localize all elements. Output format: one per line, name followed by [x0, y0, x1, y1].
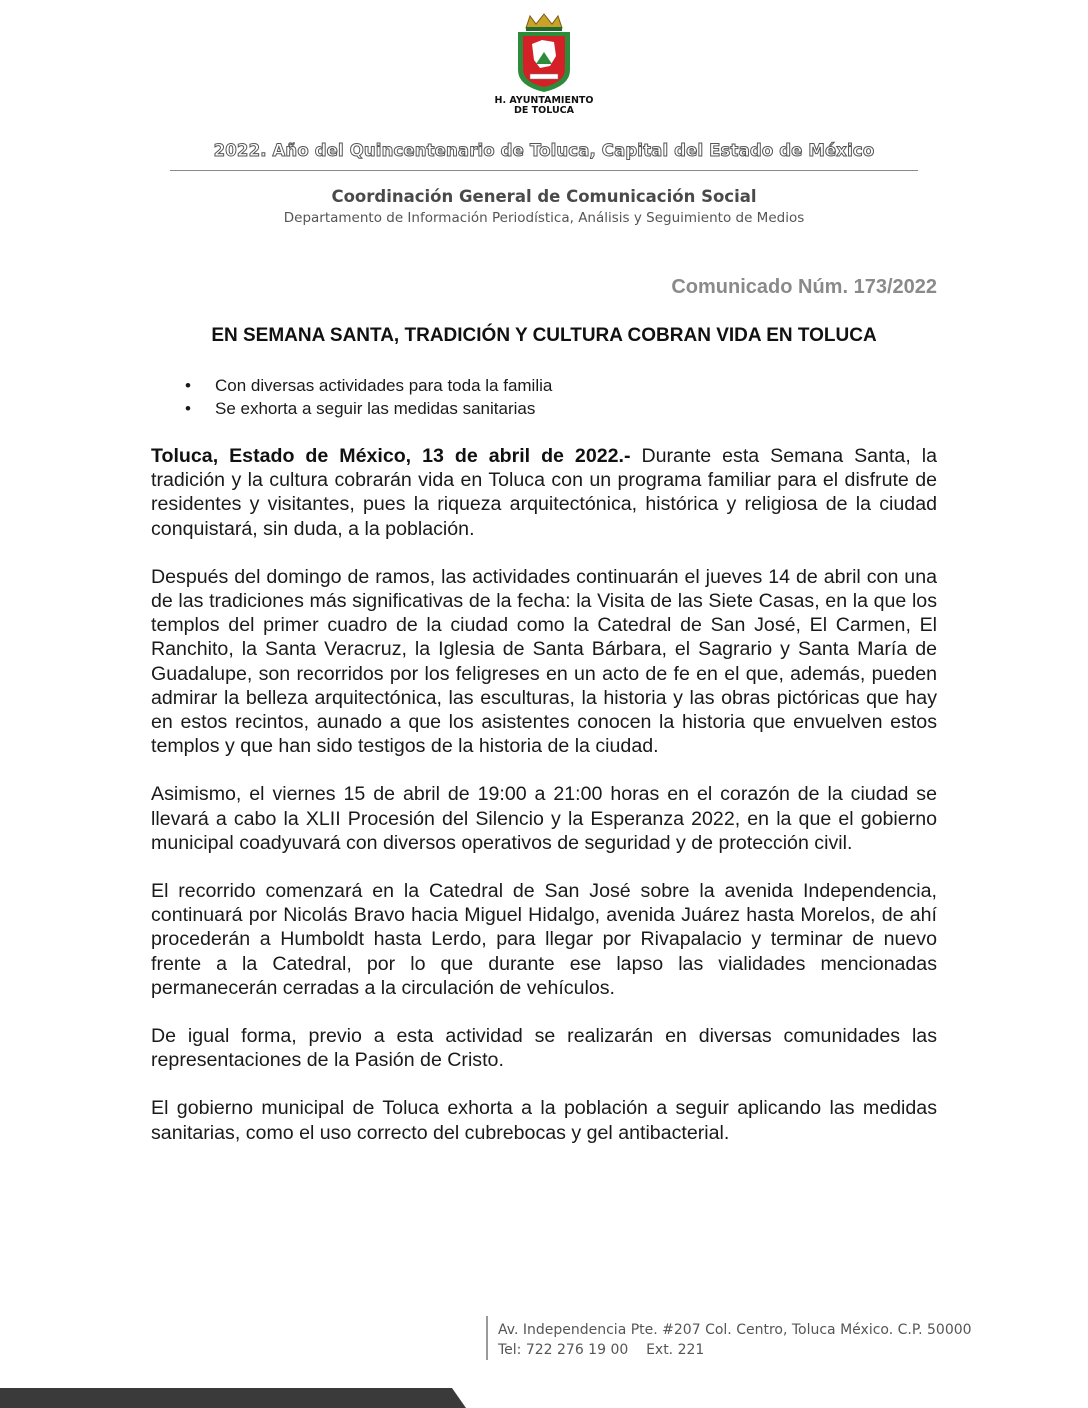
article-body [151, 444, 937, 1169]
paragraph-1-text: Durante esta Semana Santa, la tradición y la cultura cobrarán vida en Toluca con un programa familiar para el disfrute de residentes y visitantes, pues la riqueza arquitectónica, histórica y religiosa de la ciudad conquistará, sin duda, a la población. [151, 445, 937, 540]
paragraph-4: El recorrido comenzará en la Catedral de San José sobre la avenida Independencia, continuará por Nicolás Bravo hacia Miguel Hidalgo, avenida Juárez hasta Morelos, de ahí procederán a Humboldt hasta Lerdo, para llegar por Rivapalacio y terminar de nuevo frente a la Catedral, por lo que durante ese lapso las vialidades mencionadas permanecerán cerradas a la circulación de vehículos. [151, 880, 937, 999]
headline: EN SEMANA SANTA, TRADICIÓN Y CULTURA COBRAN VIDA EN TOLUCA [211, 325, 877, 346]
footer-address: Av. Independencia Pte. #207 Col. Centro, Toluca México. C.P. 50000 [498, 1322, 972, 1338]
dateline: Toluca, Estado de México, 13 de abril de 2022.- [151, 445, 631, 467]
bullet-item: • Con diversas actividades para toda la familia [185, 374, 552, 397]
bullet-item: • Se exhorta a seguir las medidas sanitarias [185, 397, 552, 420]
year-motto: 2022. Año del Quincentenario de Toluca, Capital del Estado de México [213, 141, 875, 160]
coordination-title: Coordinación General de Comunicación Social [331, 187, 757, 206]
paragraph-3: Asimismo, el viernes 15 de abril de 19:00 a 21:00 horas en el corazón de la ciudad se llevará a cabo la XLII Procesión del Silencio y la Esperanza 2022, en la que el gobierno municipal coadyuvará con diversos operativos de seguridad y de protección civil. [151, 783, 937, 854]
logo-caption [444, 96, 644, 116]
coat-of-arms-logo [512, 12, 576, 96]
footer-contact [498, 1320, 972, 1360]
paragraph-1 [151, 444, 937, 541]
logo-line-2: DE TOLUCA [514, 105, 574, 116]
department-subtitle: Departamento de Información Periodística, Análisis y Seguimiento de Medios [283, 210, 805, 226]
logo-line-1: H. AYUNTAMIENTO [494, 95, 594, 106]
paragraph-5: De igual forma, previo a esta actividad se realizarán en diversas comunidades las representaciones de la Pasión de Cristo. [151, 1025, 937, 1072]
communique-number: Comunicado Núm. 173/2022 [671, 276, 937, 298]
header-divider [170, 170, 918, 171]
crown-icon [526, 14, 562, 28]
footer-divider [486, 1316, 488, 1360]
paragraph-2: Después del domingo de ramos, las actividades continuarán el jueves 14 de abril con una de las tradiciones más significativas de la fecha: la Visita de las Siete Casas, en la que los templos del primer cuadro de la ciudad como la Catedral de San José, El Carmen, El Ranchito, la Santa Veracruz, la Iglesia de Santa Bárbara, el Sagrario y Santa María de Guadalupe, son recorridos por los feligreses en un acto de fe en el que, además, pueden admirar la belleza arquitectónica, las esculturas, la historia y las obras pictóricas que hay en estos recintos, aunado a que los asistentes conocen la historia que envuelven estos templos y que han sido testigos de la historia de la ciudad. [151, 565, 937, 758]
paragraph-6: El gobierno municipal de Toluca exhorta a la población a seguir aplicando las medidas sanitarias, como el uso correcto del cubrebocas y gel antibacterial. [151, 1097, 937, 1144]
footer-stripe [0, 1384, 1088, 1408]
footer-phone: Tel: 722 276 19 00 Ext. 221 [498, 1342, 705, 1358]
summary-bullets [185, 374, 552, 420]
